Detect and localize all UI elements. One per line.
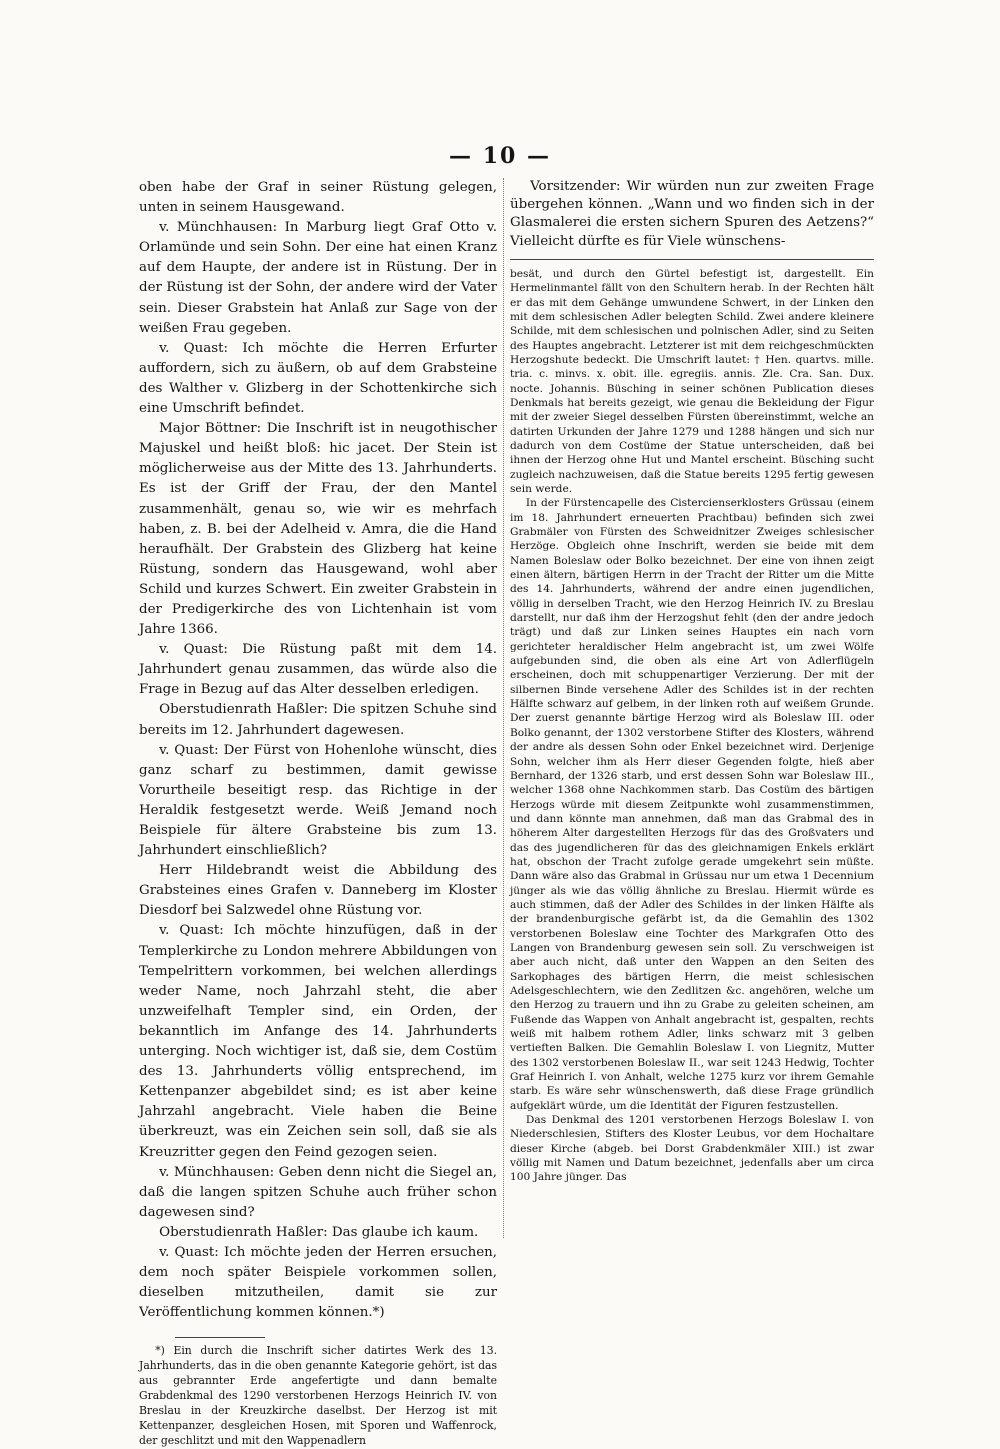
paragraph: v. Münchhausen: In Marburg liegt Graf Otto v. Orlamünde und sein Sohn. Der eine hat einen Kranz auf dem Haupte, der andere ist in Rüstung. Der in der Rüstung ist der Sohn, der andere wird der Vater sein. Dieser Grabstein hat Anlaß zur Sage von der weißen Frau gegeben. [139, 220, 497, 336]
footnote-paragraph: In der Fürstencapelle des Cistercienserklosters Grüssau (einem im 18. Jahrhundert erneuerten Prachtbau) befinden sich zwei Grabmäler von Fürsten des Schweidnitzer Zweiges schlesischer Herzöge. Obgleich ohne Inschrift, werden sie beide mit dem Namen Boleslaw oder Bolko bezeichnet. Der eine von ihnen zeigt einen ältern, bärtigen Herrn in der Tracht der Ritter um die Mitte des 14. Jahrhunderts, während der andre einen jugendlichen, völlig in derselben Tracht, wie den Herzog Heinrich IV. zu Breslau darstellt, nur daß ihm der Herzogshut fehlt (den der andre jedoch trägt) und daß zur Linken seines Hauptes ein nach vorn gerichteter heraldischer Helm angebracht ist, um zwei Wölfe aufgebunden sind, die oben als eine Art von Adlerflügeln erscheinen, doch mit schuppenartiger Verzierung. Der mit der silbernen Binde versehene Adler des Schildes ist in der rechten Hälfte schwarz auf gelbem, in der linken roth auf weißem Grunde. Der zuerst genannte bärtige Herzog wird als Boleslaw III. oder Bolko genannt, der 1302 verstorbene Stifter des Klosters, während der andre als dessen Sohn oder Enkel bezeichnet wird. Derjenige Sohn, welcher ihm als Herr dieser Gegenden folgte, hieß aber Bernhard, der 1326 starb, und erst dessen Sohn war Boleslaw III., welcher 1368 ohne Nachkommen starb. Das Costüm des bärtigen Herzogs würde mit diesem Zeitpunkte wohl zusammenstimmen, und dann könnte man annehmen, daß man das Grabmal des in höherem Alter dargestellten Herzogs für das des Großvaters und das des jugendlicheren für das des gleichnamigen Enkels erklärt hat, obschon der Tracht zufolge gerade umgekehrt sein müßte. Dann wäre also das Grabmal in Grüssau nur um etwa 1 Decennium jünger als wie das völlig ähnliche zu Breslau. Hiermit würde es auch stimmen, daß der Adler des Schildes in der linken Hälfte als der brandenburgische gefärbt ist, da die Gemahlin des 1302 verstorbenen Boleslaw eine Tochter des Markgrafen Otto des Langen von Brandenburg gewesen sein soll. Zu verschweigen ist aber auch nicht, daß unter den Wappen an den Seiten des Sarkophages des bärtigen Herrn, die meist schlesischen Adelsgeschlechtern, wie den Zedlitzen &c. angehören, welche um den Herzog zu trauern und ihn zu Grabe zu geleiten scheinen, am Fußende das Wappen von Anhalt angebracht ist, gespalten, rechts weiß mit halbem rothem Adler, links schwarz mit 3 gelben vertieften Balken. Die Gemahlin Boleslaw I. von Liegnitz, Mutter des 1302 verstorbenen Boleslaw II., war seit 1243 Hedwig, Tochter Graf Heinrich I. von Anhalt, welche 1275 kurz vor ihrem Gemahle starb. Es wäre sehr wünschenswerth, daß diese Frage gründlich aufgeklärt würde, um die Identität der Figuren festzustellen. [510, 497, 874, 1112]
paragraph: v. Quast: Der Fürst von Hohenlohe wünscht, dies ganz scharf zu bestimmen, damit gewisse Vorurtheile beseitigt resp. das Richtige in der Heraldik festgesetzt werde. Weiß Jemand noch Beispiele für ältere Grabsteine bis zum 13. Jahrhundert einschließlich? [139, 742, 497, 859]
paragraph: Oberstudienrath Haßler: Die spitzen Schuhe sind bereits im 12. Jahrhundert dagewesen. [139, 702, 497, 738]
left-column [139, 178, 497, 1449]
footnote-divider [175, 1337, 265, 1338]
footnote-paragraph: Das Denkmal des 1201 verstorbenen Herzogs Boleslaw I. von Niederschlesien, Stifters des Kloster Leubus, vor dem Hochaltare dieser Kirche (abgeb. bei Dorst Grabdenkmäler XIII.) ist zwar völlig mit Namen und Datum bezeichnet, jedenfalls aber um circa 100 Jahre jünger. Das [510, 1114, 874, 1184]
column-divider [503, 178, 505, 1238]
paragraph: v. Münchhausen: Geben denn nicht die Siegel an, daß die langen spitzen Schuhe auch früher schon dagewesen sind? [139, 1164, 497, 1220]
paragraph: v. Quast: Ich möchte hinzufügen, daß in der Templerkirche zu London mehrere Abbildungen von Tempelrittern vorkommen, bei welchen allerdings weder Name, noch Jahrzahl steht, die aber unzweifelhaft Templer sind, ein Orden, der bekanntlich im Anfange des 14. Jahrhunderts unterging. Noch wichtiger ist, daß sie, dem Costüm des 13. Jahrhunderts völlig entsprechend, im Kettenpanzer abgebildet sind; es ist aber keine Jahrzahl angebracht. Viele haben die Beine überkreuzt, was ein Zeichen sein soll, daß sie als Kreuzritter gegen den Feind gezogen seien. [139, 923, 497, 1160]
right-column [510, 178, 874, 1185]
paragraph: v. Quast: Die Rüstung paßt mit dem 14. Jahrhundert genau zusammen, das würde also die Frage in Bezug auf das Alter desselben erledigen. [139, 642, 497, 698]
footnote: *) Ein durch die Inschrift sicher datirtes Werk des 13. Jahrhunderts, das in die oben genannte Kategorie gehört, ist das aus gebrannter Erde angefertigte und dann bemalte Grabdenkmal des 1290 verstorbenen Herzogs Heinrich IV. von Breslau in der Kreuzkirche daselbst. Der Herzog ist mit Kettenpanzer, desgleichen Hosen, mit Sporen und Waffenrock, der geschlitzt und mit den Wappenadlern [139, 1344, 497, 1447]
paragraph: Major Böttner: Die Inschrift ist in neugothischer Majuskel und heißt bloß: hic jacet. Der Stein ist möglicherweise aus der Mitte des 13. Jahrhunderts. Es ist der Griff der Frau, der den Mantel zusammenhält, genau so, wie wir es mehrfach haben, z. B. bei der Adelheid v. Amra, die die Hand heraufhält. Der Grabstein des Glizberg hat keine Rüstung, sondern das Hausgewand, wohl aber Schild und kurzes Schwert. Ein zweiter Grabstein in der Predigerkirche des von Lichtenhain ist vom Jahre 1366. [139, 421, 497, 638]
paragraph: v. Quast: Ich möchte jeden der Herren ersuchen, dem noch später Beispiele vorkommen sollen, dieselben mitzutheilen, damit sie zur Veröffentlichung kommen können.*) [139, 1244, 497, 1321]
page-number: — 10 — [449, 143, 551, 169]
footnote-divider [510, 259, 874, 260]
paragraph: oben habe der Graf in seiner Rüstung gelegen, unten in seinem Hausgewand. [139, 180, 497, 216]
footnote-paragraph: besät, und durch den Gürtel befestigt ist, dargestellt. Ein Hermelinmantel fällt von den Schultern herab. In der Rechten hält er das mit dem Gehänge umwundene Schwert, in der Linken den mit dem schlesischen Adler belegten Schild. Zwei andere kleinere Schilde, mit dem schlesischen und polnischen Adler, sind zu Seiten des Hauptes angebracht. Letzterer ist mit dem reichgeschmückten Herzogshute bedeckt. Die Umschrift lautet: † Hen. quartvs. mille. tria. c. minvs. x. obit. ille. egregiis. annis. Zle. Cra. San. Dux. nocte. Johannis. Büsching in seiner schönen Publication dieses Denkmals hat bereits gezeigt, wie genau die Bekleidung der Figur mit der zweier Siegel desselben Fürsten übereinstimmt, welche an datirten Urkunden der Jahre 1279 und 1288 hängen und sich nur dadurch von dem Costüme der Statue unterscheiden, daß bei ihnen der Herzog ohne Hut und Mantel erscheint. Büsching sucht zugleich nachzuweisen, daß die Statue bereits 1295 fertig gewesen sein werde. [510, 267, 874, 495]
paragraph: Herr Hildebrandt weist die Abbildung des Grabsteines eines Grafen v. Danneberg im Kloster Diesdorf bei Salzwedel ohne Rüstung vor. [139, 863, 497, 919]
paragraph: Vorsitzender: Wir würden nun zur zweiten Frage übergehen können. „Wann und wo finden sich in der Glasmalerei die ersten sichern Spuren des Aetzens?“ Vielleicht dürfte es für Viele wünschens- [510, 179, 874, 249]
paragraph: Oberstudienrath Haßler: Das glaube ich kaum. [159, 1224, 479, 1240]
paragraph: v. Quast: Ich möchte die Herren Erfurter auffordern, sich zu äußern, ob auf dem Grabsteine des Walther v. Glizberg in der Schottenkirche sich eine Umschrift befindet. [139, 340, 497, 417]
